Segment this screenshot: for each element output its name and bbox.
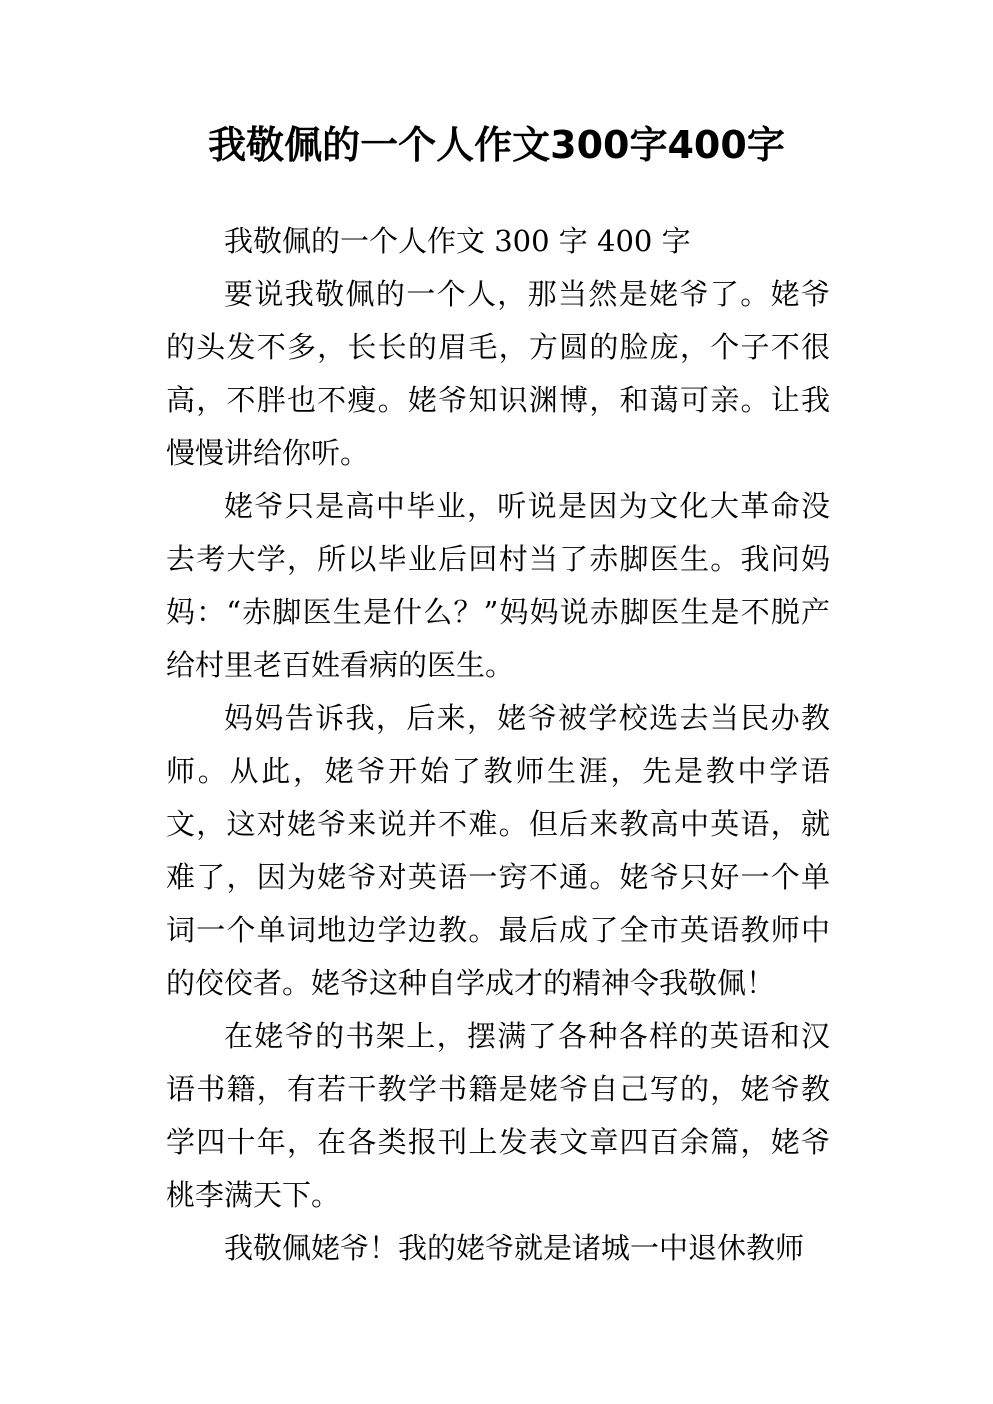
paragraph: 要说我敬佩的一个人，那当然是姥爷了。姥爷的头发不多，长长的眉毛，方圆的脸庞，个子不很高，不胖也不瘦。姥爷知识渊博，和蔼可亲。让我慢慢讲给你听。	[166, 277, 830, 470]
paragraph-subtitle: 我敬佩的一个人作文 300 字 400 字	[224, 224, 691, 258]
paragraph: 妈妈告诉我，后来，姥爷被学校选去当民办教师。从此，姥爷开始了教师生涯，先是教中学语文，这对姥爷来说并不难。但后来教高中英语，就难了，因为姥爷对英语一窍不通。姥爷只好一个单词一个单词地边学边教。最后成了全市英语教师中的佼佼者。姥爷这种自学成才的精神令我敬佩！	[166, 701, 830, 1000]
document-body	[166, 215, 830, 1275]
document-title: 我敬佩的一个人作文300字400字	[208, 123, 785, 167]
paragraph: 我敬佩姥爷！我的姥爷就是诸城一中退休教师	[224, 1231, 805, 1265]
paragraph: 姥爷只是高中毕业，听说是因为文化大革命没去考大学，所以毕业后回村当了赤脚医生。我问妈妈：“赤脚医生是什么？”妈妈说赤脚医生是不脱产给村里老百姓看病的医生。	[166, 489, 830, 682]
paragraph: 在姥爷的书架上，摆满了各种各样的英语和汉语书籍，有若干教学书籍是姥爷自己写的，姥爷教学四十年，在各类报刊上发表文章四百余篇，姥爷桃李满天下。	[166, 1019, 830, 1212]
